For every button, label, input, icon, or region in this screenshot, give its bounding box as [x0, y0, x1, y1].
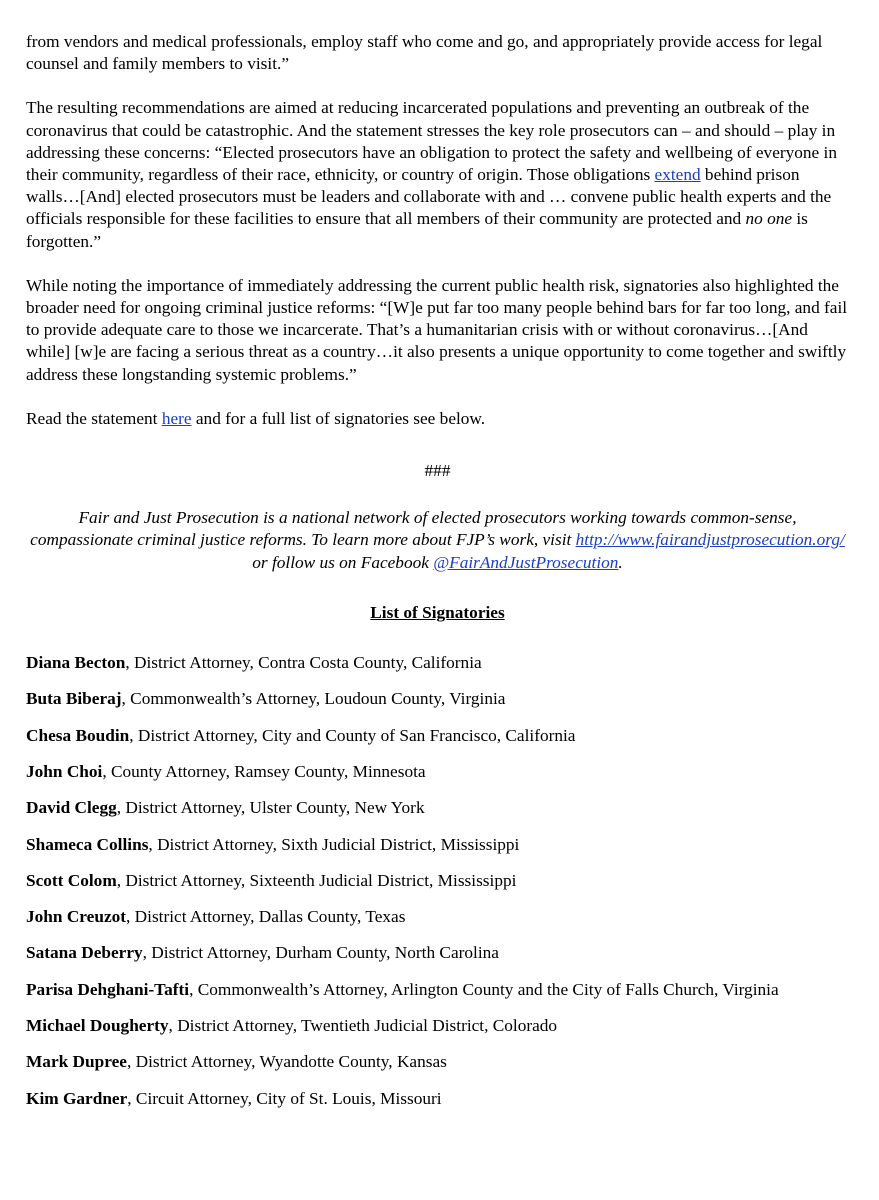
- boilerplate-mid: or follow us on Facebook: [252, 552, 434, 572]
- paragraph-2-text-b: behind prison walls…[And] elected prosecutors must be leaders and collaborate with and … convene public health experts and the officials responsible for these facilities to ensure that all members of their community are protected and: [26, 165, 832, 229]
- paragraph-1-text: from vendors and medical professionals, employ staff who come and go, and appropriately provide access for legal counsel and family members to visit.”: [26, 32, 823, 74]
- website-link[interactable]: http://www.fairandjustprosecution.org/: [575, 530, 845, 550]
- signatory-role: , Circuit Attorney, City of St. Louis, Missouri: [127, 1088, 442, 1108]
- signatory-item: [26, 688, 849, 710]
- signatory-item: [26, 1088, 849, 1110]
- paragraph-1: [26, 31, 849, 75]
- paragraph-2-text-a: The resulting recommendations are aimed at reducing incarcerated populations and preventing an outbreak of the coronavirus that could be catastrophic. And the statement stresses the key role prosecutors can – and should – play in addressing these concerns: “Elected prosecutors have an obligation to protect the safety and wellbeing of everyone in their community, regardless of their race, ethnicity, or country of origin. Those obligations: [26, 98, 837, 185]
- signatory-role: , Commonwealth’s Attorney, Arlington County and the City of Falls Church, Virginia: [189, 979, 779, 999]
- signatory-item: [26, 834, 849, 856]
- boilerplate-text: Fair and Just Prosecution is a national network of elected prosecutors working towards common-sense, compassionate criminal justice reforms. To learn more about FJP’s work, visit: [30, 508, 797, 550]
- signatory-role: , District Attorney, Dallas County, Texas: [126, 907, 406, 927]
- paragraph-2-text-c: is forgotten.”: [26, 209, 808, 251]
- signatory-item: [26, 870, 849, 892]
- signatory-role: , District Attorney, City and County of San Francisco, California: [129, 725, 576, 745]
- signatory-list: [26, 652, 849, 1110]
- paragraph-3: [26, 275, 849, 386]
- signatory-name: Satana Deberry: [26, 943, 143, 963]
- signatory-item: [26, 725, 849, 747]
- signatory-name: Kim Gardner: [26, 1088, 128, 1108]
- list-title: List of Signatories: [370, 602, 505, 622]
- signatory-item: [26, 1051, 849, 1073]
- signatory-name: Chesa Boudin: [26, 725, 130, 745]
- signatory-role: , District Attorney, Durham County, North Carolina: [142, 943, 499, 963]
- signatory-name: Buta Biberaj: [26, 689, 122, 709]
- signatory-role: , District Attorney, Sixth Judicial District, Mississippi: [148, 834, 520, 854]
- signatory-role: , District Attorney, Sixteenth Judicial District, Mississippi: [116, 870, 517, 890]
- signatory-name: John Choi: [26, 761, 103, 781]
- extend-link[interactable]: extend: [654, 165, 701, 185]
- signatory-role: , District Attorney, Contra Costa County, California: [125, 653, 482, 673]
- signatory-role: , District Attorney, Ulster County, New York: [116, 798, 425, 818]
- signatory-name: Michael Dougherty: [26, 1016, 169, 1036]
- signatory-item: [26, 942, 849, 964]
- signatory-name: Shameca Collins: [26, 834, 149, 854]
- section-separator: ###: [424, 461, 451, 481]
- boilerplate-end: .: [618, 552, 623, 572]
- signatory-name: Scott Colom: [26, 870, 117, 890]
- signatory-item: [26, 652, 849, 674]
- signatory-role: , County Attorney, Ramsey County, Minnesota: [102, 761, 426, 781]
- signatory-item: [26, 979, 849, 1001]
- paragraph-2: [26, 97, 849, 252]
- signatory-item: [26, 1015, 849, 1037]
- paragraph-2-italic: no one: [745, 209, 793, 229]
- signatory-item: [26, 761, 849, 783]
- signatory-name: Mark Dupree: [26, 1052, 127, 1072]
- paragraph-4-text-b: and for a full list of signatories see below.: [191, 408, 486, 428]
- signatory-role: , District Attorney, Twentieth Judicial District, Colorado: [168, 1016, 558, 1036]
- signatory-role: , District Attorney, Wyandotte County, Kansas: [126, 1052, 447, 1072]
- paragraph-3-text: While noting the importance of immediately addressing the current public health risk, signatories also highlighted the broader need for ongoing criminal justice reforms: “[W]e put far too many people behind bars for far too long, and fail to provide adequate care to those we incarcerate. That’s a humanitarian crisis with or without coronavirus…[And while] [w]e are facing a serious threat as a country…it also presents a unique opportunity to come together and swiftly address these longstanding systemic problems.”: [26, 275, 848, 384]
- signatory-name: John Creuzot: [26, 907, 127, 927]
- paragraph-4-text-a: Read the statement: [26, 408, 162, 428]
- signatory-role: , Commonwealth’s Attorney, Loudoun County, Virginia: [121, 689, 506, 709]
- boilerplate: [26, 507, 849, 574]
- signatory-item: [26, 906, 849, 928]
- paragraph-4: [26, 408, 849, 430]
- signatory-item: [26, 797, 849, 819]
- signatory-name: Parisa Dehghani-Tafti: [26, 979, 190, 999]
- facebook-link[interactable]: @FairAndJustProsecution: [433, 552, 619, 572]
- signatory-name: David Clegg: [26, 798, 117, 818]
- signatory-name: Diana Becton: [26, 653, 126, 673]
- here-link[interactable]: here: [161, 408, 192, 428]
